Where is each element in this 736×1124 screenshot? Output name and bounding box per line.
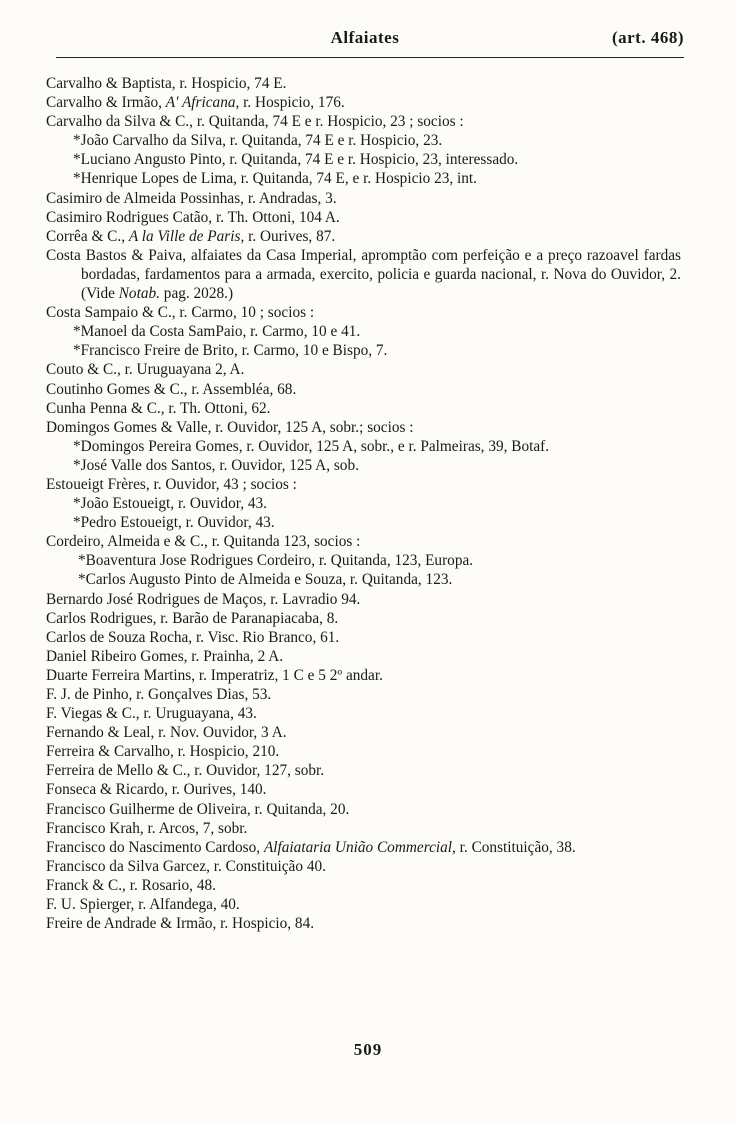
entry-italic-text: Alfaiataria União Commercial, (263, 838, 456, 856)
entry-text: Coutinho Gomes & C., r. Assembléa, 68. (46, 380, 297, 398)
directory-entry (46, 227, 681, 246)
entry-text: *Luciano Angusto Pinto, r. Quitanda, 74 E e r. Hospicio, 23, interessado. (73, 151, 519, 169)
entry-text: F. Viegas & C., r. Uruguayana, 43. (46, 705, 257, 723)
directory-entry (46, 685, 681, 704)
entry-text: r. Constituição, 38. (455, 838, 576, 856)
entry-text: Carvalho & Baptista, r. Hospicio, 74 E. (46, 75, 287, 92)
header-rule (56, 57, 684, 58)
entry-text: Bernardo José Rodrigues de Maços, r. Lavradio 94. (46, 590, 361, 608)
entry-text: r. Ourives, 87. (244, 227, 336, 245)
entry-text: *Boaventura Jose Rodrigues Cordeiro, r. Quitanda, 123, Europa. (78, 552, 474, 570)
directory-entry (46, 532, 681, 551)
partner-line (46, 570, 681, 589)
entry-text: Francisco da Silva Garcez, r. Constituição 40. (46, 857, 326, 875)
page-number: 509 (353, 1040, 383, 1059)
entry-text: Ferreira de Mello & C., r. Ouvidor, 127, sobr. (46, 762, 325, 780)
directory-entry (46, 475, 681, 494)
partner-line (46, 341, 681, 360)
directory-entry (46, 838, 681, 857)
partner-line (46, 437, 681, 456)
directory-entry (46, 857, 681, 876)
entry-text: Fernando & Leal, r. Nov. Ouvidor, 3 A. (46, 724, 287, 742)
entry-text: *Pedro Estoueigt, r. Ouvidor, 43. (73, 514, 275, 532)
entry-text: Carvalho & Irmão, (46, 94, 166, 112)
directory-entry (46, 800, 681, 819)
directory-entry (46, 590, 681, 609)
directory-entry (46, 704, 681, 723)
partner-line (46, 150, 681, 169)
entry-text: Corrêa & C., (46, 227, 129, 245)
directory-entry (46, 895, 681, 914)
entry-text: Francisco Guilherme de Oliveira, r. Quitanda, 20. (46, 800, 350, 818)
directory-entry (46, 628, 681, 647)
partner-line (46, 169, 681, 188)
directory-entry (46, 780, 681, 799)
directory-entry (46, 93, 681, 112)
entry-text: Carvalho da Silva & C., r. Quitanda, 74 E e r. Hospicio, 23 ; socios : (46, 113, 464, 131)
partner-line (46, 513, 681, 532)
partner-line (46, 131, 681, 150)
entry-text: Fonseca & Ricardo, r. Ourives, 140. (46, 781, 267, 799)
entry-text: Couto & C., r. Uruguayana 2, A. (46, 361, 245, 379)
entry-list (46, 74, 681, 933)
directory-entry (46, 742, 681, 761)
directory-entry (46, 399, 681, 418)
partner-line (46, 322, 681, 341)
directory-entry (46, 208, 681, 227)
entry-text: *João Estoueigt, r. Ouvidor, 43. (73, 495, 267, 513)
entry-text: *Francisco Freire de Brito, r. Carmo, 10 e Bispo, 7. (73, 342, 388, 360)
directory-entry (46, 246, 681, 303)
entry-text: Estoueigt Frères, r. Ouvidor, 43 ; socios : (46, 475, 297, 493)
entry-text: Carlos de Souza Rocha, r. Visc. Rio Branco, 61. (46, 628, 340, 646)
entry-italic-text: Notab. (118, 285, 160, 303)
directory-entry (46, 647, 681, 666)
section-title: Alfaiates (330, 28, 400, 47)
entry-text: *Manoel da Costa SamPaio, r. Carmo, 10 e 41. (73, 323, 361, 341)
directory-entry (46, 819, 681, 838)
directory-entry (46, 666, 681, 685)
entry-text: pag. 2028.) (159, 285, 234, 303)
entry-text: Freire de Andrade & Irmão, r. Hospicio, 84. (46, 915, 315, 933)
entry-text: Domingos Gomes & Valle, r. Ouvidor, 125 A, sobr.; socios : (46, 418, 414, 436)
entry-text: *Carlos Augusto Pinto de Almeida e Souza, r. Quitanda, 123. (78, 571, 453, 589)
directory-entry (46, 914, 681, 933)
entry-text: Francisco do Nascimento Cardoso, (46, 838, 264, 856)
entry-text: Cunha Penna & C., r. Th. Ottoni, 62. (46, 399, 271, 417)
page-header (46, 28, 684, 58)
entry-text: Costa Sampaio & C., r. Carmo, 10 ; socios : (46, 304, 315, 322)
entry-text: Franck & C., r. Rosario, 48. (46, 876, 216, 894)
directory-entry (46, 189, 681, 208)
entry-text: *Domingos Pereira Gomes, r. Ouvidor, 125 A, sobr., e r. Palmeiras, 39, Botaf. (73, 437, 550, 455)
entry-text: *José Valle dos Santos, r. Ouvidor, 125 A, sob. (73, 456, 359, 474)
entry-text: F. U. Spierger, r. Alfandega, 40. (46, 896, 240, 914)
entry-text: Costa Bastos & Paiva, alfaiates da Casa Imperial, apromptão com perfeição e a preço razoavel fardas bordadas, fardamentos para a armada, exercito, policia e guarda nacional, r. Nova do Ouvidor, 2. (Vide (46, 246, 681, 303)
directory-entry (46, 723, 681, 742)
directory-entry (46, 380, 681, 399)
entry-text: Ferreira & Carvalho, r. Hospicio, 210. (46, 743, 280, 761)
directory-entry (46, 303, 681, 322)
entry-text: Carlos Rodrigues, r. Barão de Paranapiacaba, 8. (46, 609, 339, 627)
directory-entry (46, 112, 681, 131)
entry-text: Casimiro Rodrigues Catão, r. Th. Ottoni, 104 A. (46, 208, 340, 226)
article-reference: (art. 468) (611, 28, 684, 47)
entry-italic-text: A' Africana, (165, 94, 240, 112)
entry-italic-text: A la Ville de Paris, (128, 227, 245, 245)
entry-text: Casimiro de Almeida Possinhas, r. Andradas, 3. (46, 189, 337, 207)
entry-text: F. J. de Pinho, r. Gonçalves Dias, 53. (46, 686, 272, 703)
directory-entry (46, 609, 681, 628)
directory-entry (46, 418, 681, 437)
entry-text: r. Hospicio, 176. (239, 94, 345, 112)
entry-text: Francisco Krah, r. Arcos, 7, sobr. (46, 819, 248, 837)
entry-text: Cordeiro, Almeida e & C., r. Quitanda 123, socios : (46, 533, 361, 551)
entry-text: *João Carvalho da Silva, r. Quitanda, 74 E e r. Hospicio, 23. (73, 132, 443, 150)
directory-entry (46, 876, 681, 895)
entry-text: Duarte Ferreira Martins, r. Imperatriz, 1 C e 5 2º andar. (46, 666, 383, 684)
entry-text: *Henrique Lopes de Lima, r. Quitanda, 74 E, e r. Hospicio 23, int. (73, 170, 478, 188)
directory-entry (46, 360, 681, 379)
directory-entry (46, 74, 681, 93)
entry-text: Daniel Ribeiro Gomes, r. Prainha, 2 A. (46, 647, 284, 665)
partner-line (46, 456, 681, 475)
partner-line (46, 551, 681, 570)
partner-line (46, 494, 681, 513)
directory-entry (46, 761, 681, 780)
